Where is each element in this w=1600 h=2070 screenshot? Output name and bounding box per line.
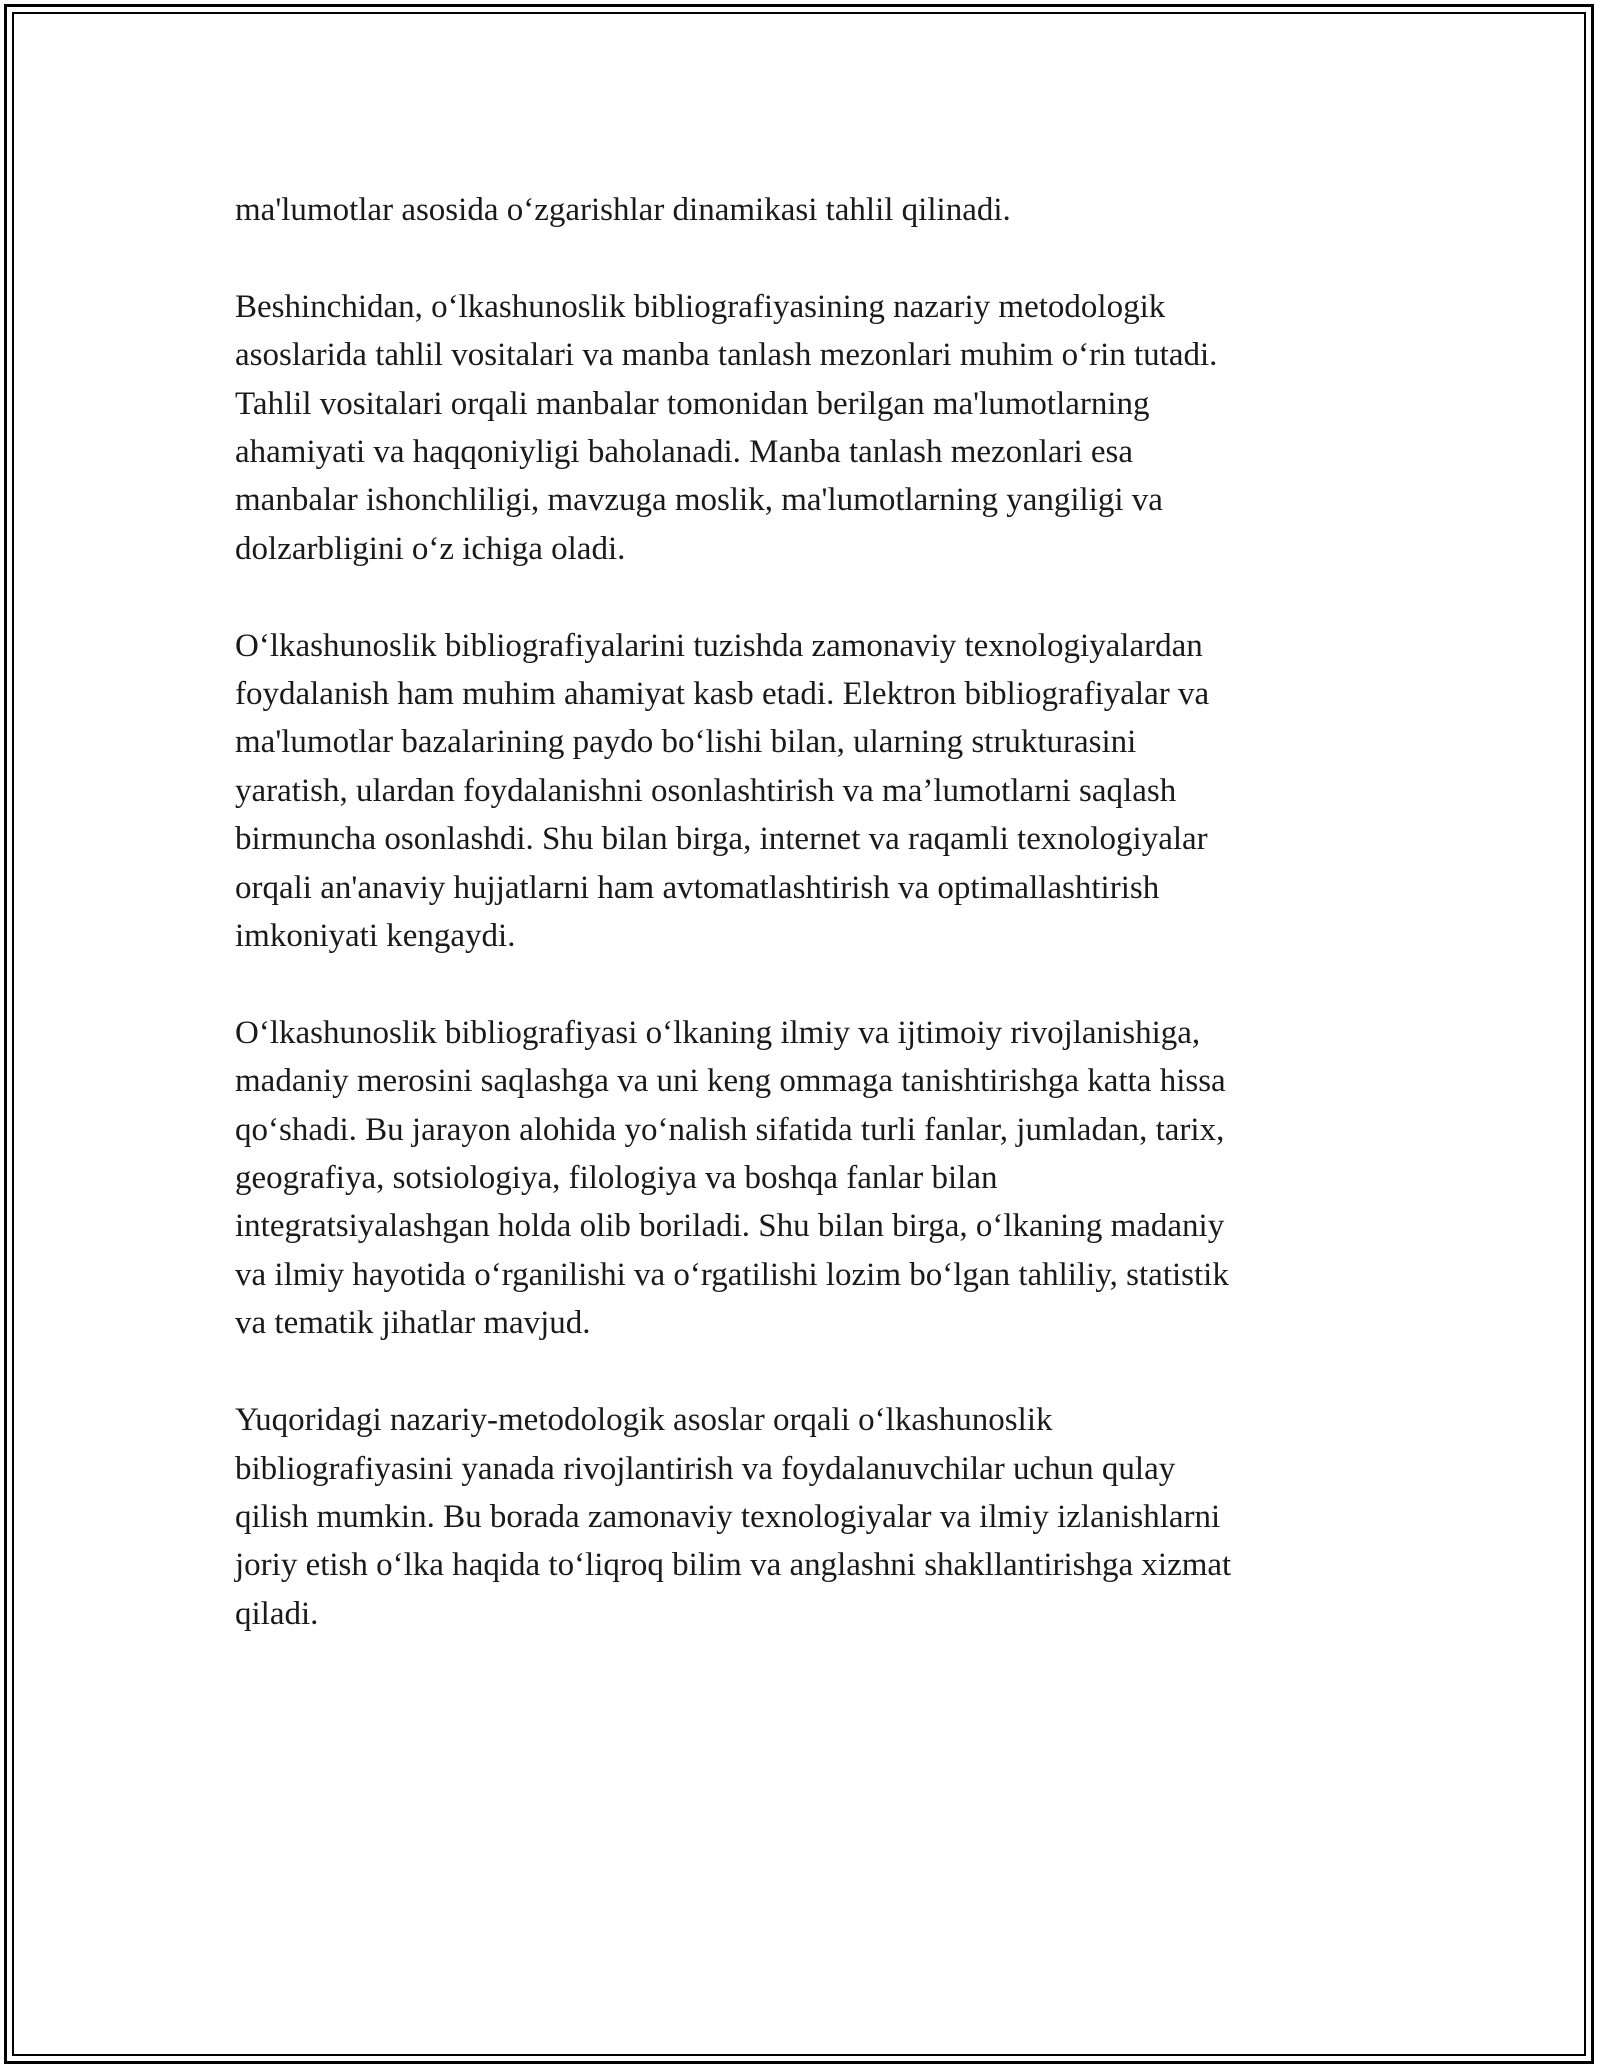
text-line: qo‘shadi. Bu jarayon alohida yo‘nalish sifatida turli fanlar, jumladan, tarix, — [235, 1111, 1225, 1148]
text-line: foydalanish ham muhim ahamiyat kasb etadi. Elektron bibliografiyalar va — [235, 676, 1210, 713]
text-line: va tematik jihatlar mavjud. — [235, 1305, 591, 1342]
text-line: ahamiyati va haqqoniyligi baholanadi. Manba tanlash mezonlari esa — [235, 434, 1134, 471]
text-line: Tahlil vositalari orqali manbalar tomonidan berilgan ma'lumotlarning — [235, 385, 1150, 422]
text-line: geografiya, sotsiologiya, filologiya va boshqa fanlar bilan — [235, 1160, 998, 1197]
text-line: Beshinchidan, o‘lkashunoslik bibliografiyasining nazariy metodologik — [235, 288, 1166, 325]
paragraph — [235, 1009, 1375, 1348]
text-line: ma'lumotlar bazalarining paydo bo‘lishi bilan, ularning strukturasini — [235, 724, 1137, 761]
text-line: madaniy merosini saqlashga va uni keng ommaga tanishtirishga katta hissa — [235, 1063, 1226, 1100]
paragraph — [235, 622, 1375, 961]
text-line: ma'lumotlar asosida o‘zgarishlar dinamikasi tahlil qilinadi. — [235, 192, 1011, 228]
text-line: joriy etish o‘lka haqida to‘liqroq bilim va anglashni shakllantirishga xizmat — [235, 1547, 1232, 1584]
text-line: integratsiyalashgan holda olib boriladi. Shu bilan birga, o‘lkaning madaniy — [235, 1208, 1225, 1245]
text-line: orqali an'anaviy hujjatlarni ham avtomatlashtirish va optimallashtirish — [235, 869, 1160, 906]
paragraph — [235, 1396, 1375, 1638]
text-line: bibliografiyasini yanada rivojlantirish va foydalanuvchilar uchun qulay — [235, 1450, 1176, 1487]
text-line: yaratish, ulardan foydalanishni osonlashtirish va ma’lumotlarni saqlash — [235, 772, 1177, 809]
text-line: O‘lkashunoslik bibliografiyalarini tuzishda zamonaviy texnologiyalardan — [235, 627, 1203, 664]
text-line: manbalar ishonchliligi, mavzuga moslik, ma'lumotlarning yangiligi va — [235, 482, 1163, 519]
paragraph — [235, 186, 1375, 234]
document-body — [235, 186, 1375, 1687]
text-line: imkoniyati kengaydi. — [235, 918, 516, 955]
text-line: Yuqoridagi nazariy-metodologik asoslar orqali o‘lkashunoslik — [235, 1402, 1053, 1439]
text-line: birmuncha osonlashdi. Shu bilan birga, internet va raqamli texnologiyalar — [235, 821, 1208, 858]
text-line: va ilmiy hayotida o‘rganilishi va o‘rgatilishi lozim bo‘lgan tahliliy, statistik — [235, 1256, 1229, 1293]
paragraph — [235, 283, 1375, 573]
text-line: qilish mumkin. Bu borada zamonaviy texnologiyalar va ilmiy izlanishlarni — [235, 1498, 1221, 1535]
text-line: asoslarida tahlil vositalari va manba tanlash mezonlari muhim o‘rin tutadi. — [235, 337, 1218, 374]
text-line: dolzarbligini o‘z ichiga oladi. — [235, 530, 626, 567]
text-line: qiladi. — [235, 1595, 319, 1632]
text-line: O‘lkashunoslik bibliografiyasi o‘lkaning ilmiy va ijtimoiy rivojlanishiga, — [235, 1014, 1201, 1051]
